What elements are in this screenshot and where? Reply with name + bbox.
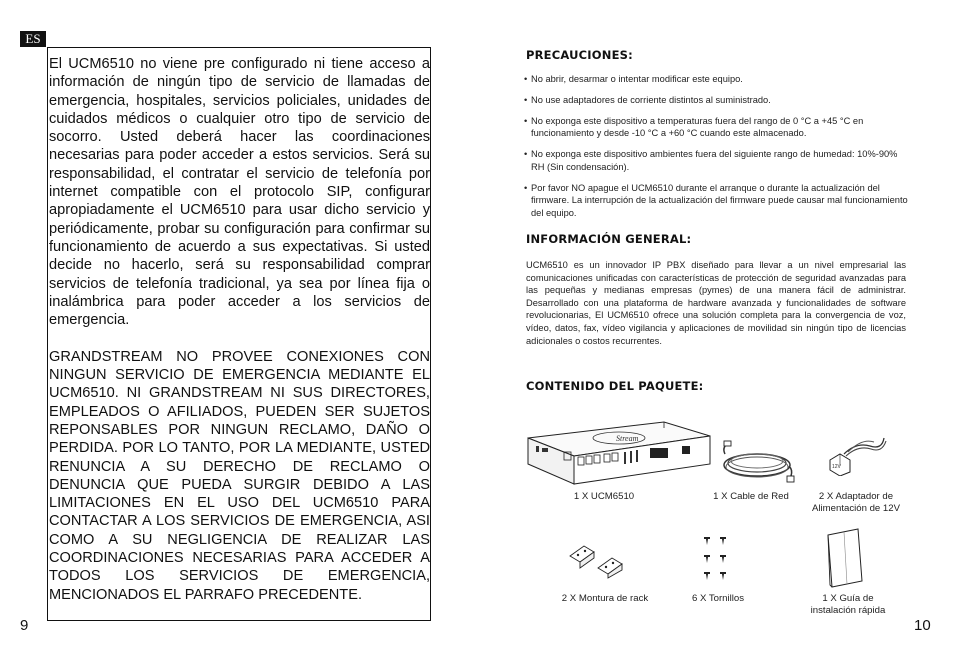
package-caption-rack-mount: 2 X Montura de rack <box>561 593 649 604</box>
general-info-text: UCM6510 es un innovador IP PBX diseñado para llevar a un nivel empresarial las comunicaciones unificadas con características de protección de seguridad avanzadas para las pequeñas y medianas empresas (pymes) de una manera fácil de administrar. Desarrollado con una plataforma de hardware avanzada y funcionalidades de software revolucionarias, El UCM6510 ofrece una solución completa para la convergencia de voz, vídeo, datos, fax, vídeo vigilancia y aplicaciones de movilidad sin ningún tipo de licencias adicionales o costos recurrentes. <box>526 260 906 346</box>
precaution-item: • No abrir, desarmar o intentar modificar este equipo. <box>524 74 743 84</box>
svg-text:12V: 12V <box>832 464 841 470</box>
package-caption-power-adapter: 2 X Adaptador de Alimentación de 12V <box>812 491 900 515</box>
package-contents-heading: CONTENIDO DEL PAQUETE: <box>526 379 704 393</box>
package-caption-network-cable: 1 X Cable de Red <box>713 491 789 502</box>
precaution-item: • Por favor NO apague el UCM6510 durante el arranque o durante la actualización del firmware. La interrupción de la actualización del firmware puede causar mal funcionamiento del equipo. <box>524 182 908 218</box>
language-tab: ES <box>20 31 46 47</box>
rack-mount-icon <box>566 540 628 580</box>
power-adapter-icon <box>826 432 888 476</box>
svg-text:Stream: Stream <box>616 434 639 443</box>
page-number-right: 10 <box>914 617 931 634</box>
precautions-heading: PRECAUCIONES: <box>526 48 633 62</box>
precaution-item: • No exponga este dispositivo a temperaturas fuera del rango de 0 °C a +45 °C en funcionamiento y desde -10 °C a +60 °C cuando este almacenado. <box>524 116 864 139</box>
general-info-heading: INFORMACIÓN GENERAL: <box>526 232 692 246</box>
precaution-item: • No exponga este dispositivo ambientes fuera del siguiente rango de humedad: 10%-90% RH (Sin condensación). <box>524 149 898 172</box>
precautions-list <box>524 73 908 228</box>
screws-icon <box>698 535 734 583</box>
notice-paragraph-2: GRANDSTREAM NO PROVEE CONEXIONES CON NINGUN SERVICIO DE EMERGENCIA MEDIANTE EL UCM6510. NI GRANDSTREAM NI SUS DIRECTORES, EMPLEADOS O AFILIADOS, PUEDEN SER SUJETOS REPONSABLES POR NINGUN RECLAMO, DAÑO O PERDIDA. POR LO TANTO, POR LA MEDIANTE, USTED RENUNCIA A SU DERECHO DE RECLAMO O DENUNCIA QUE PUEDA SURGIR DEBIDO A LAS LIMITACIONES EN EL USO DEL UCM6510 PARA CONTACTAR A LOS SERVICIOS DE EMERGENCIA, ASI COMO A SU NEGLIGENCIA DE REALIZAR LAS COORDINACIONES NECESARIAS PARA ACCEDER A TODOS LOS SERVICIOS DE EMERGENCIA, MENCIONADOS EL PARRAFO PRECEDENTE. <box>49 348 430 603</box>
precaution-item: • No use adaptadores de corriente distintos al suministrado. <box>524 95 771 105</box>
notice-paragraph-1: El UCM6510 no viene pre configurado ni tiene acceso a información de ningún tipo de servicio de llamadas de emergencia, hospitales, servicios policiales, unidades de cuidados médicos o cualquier otro tipo de servicio de socorro. Usted deberá hacer las coordinaciones necesarias para poder acceder a estos servicios. Será su responsabilidad, el contratar el servicio de telefonía por internet compatible con el protocolo SIP, configurar apropiadamente el UCM6510 para usar dicho servicio y periódicamente, probar su configuración para confirmar su funcionamiento de acuerdo a sus expectativas. Si usted decide no hacerlo, será su responsabilidad comprar servicios de telefonía tradicional, ya sea por línea fija o inalámbrica para poder acceder a los servicios de emergencia. <box>49 56 430 329</box>
network-cable-icon <box>717 440 799 488</box>
package-caption-ucm6510: 1 X UCM6510 <box>573 491 635 502</box>
pbx-device-icon <box>524 418 714 486</box>
quick-guide-icon <box>824 527 866 589</box>
emergency-notice-text <box>49 55 430 604</box>
package-caption-screws: 6 X Tornillos <box>691 593 745 604</box>
page-number-left: 9 <box>20 617 29 634</box>
package-caption-quick-guide: 1 X Guía de instalación rápida <box>810 593 886 617</box>
